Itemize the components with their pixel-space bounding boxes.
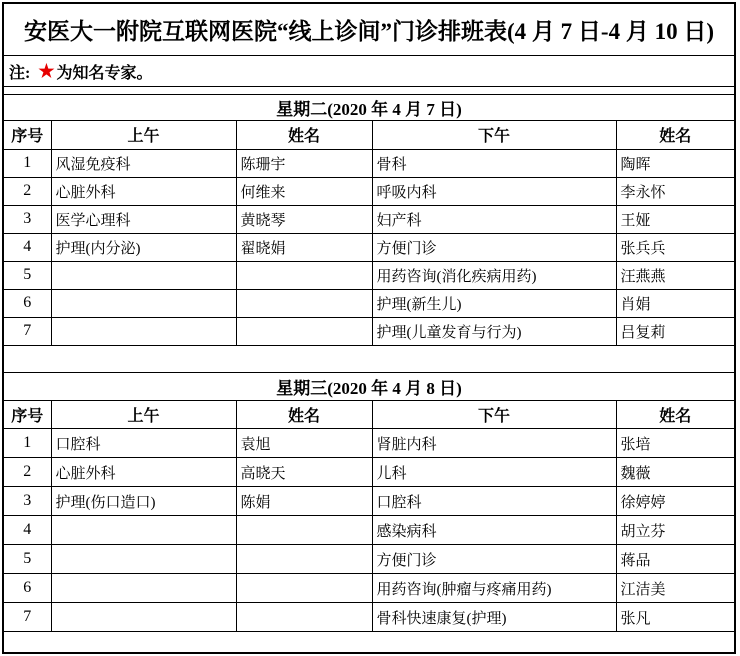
table-row [4, 261, 734, 289]
cell-afternoon-doctor: 张凡 [616, 603, 734, 632]
cell-morning-dept: 护理(伤口造口) [51, 487, 236, 516]
cell-seq: 7 [4, 603, 51, 632]
table-gap-strip [4, 346, 734, 373]
day-title-wednesday: 星期三(2020 年 4 月 8 日) [4, 373, 734, 401]
column-header-morning-doctor: 姓名 [236, 401, 372, 429]
cell-morning-doctor [236, 516, 372, 545]
cell-morning-dept: 口腔科 [51, 429, 236, 458]
table-row [4, 603, 734, 632]
table-row [4, 149, 734, 177]
note-row [4, 56, 734, 87]
cell-morning-dept [51, 289, 236, 317]
cell-morning-dept [51, 516, 236, 545]
table-row [4, 233, 734, 261]
cell-seq: 6 [4, 574, 51, 603]
cell-morning-doctor: 高晓天 [236, 458, 372, 487]
cell-afternoon-doctor: 徐婷婷 [616, 487, 734, 516]
cell-morning-dept: 风湿免疫科 [51, 149, 236, 177]
header-row [4, 401, 734, 429]
cell-afternoon-doctor: 张兵兵 [616, 233, 734, 261]
cell-afternoon-doctor: 王娅 [616, 205, 734, 233]
column-header-morning-dept: 上午 [51, 121, 236, 149]
cell-afternoon-doctor: 吕复莉 [616, 317, 734, 345]
cell-afternoon-doctor: 魏薇 [616, 458, 734, 487]
cell-afternoon-doctor: 张培 [616, 429, 734, 458]
cell-afternoon-dept: 呼吸内科 [372, 177, 616, 205]
cell-seq: 2 [4, 458, 51, 487]
cell-morning-dept [51, 574, 236, 603]
cell-afternoon-doctor: 蒋品 [616, 545, 734, 574]
cell-morning-doctor: 陈娟 [236, 487, 372, 516]
cell-afternoon-doctor: 李永怀 [616, 177, 734, 205]
cell-morning-doctor [236, 603, 372, 632]
cell-morning-dept [51, 603, 236, 632]
cell-morning-doctor: 袁旭 [236, 429, 372, 458]
spacer-strip [4, 87, 734, 95]
cell-morning-doctor [236, 317, 372, 345]
cell-morning-doctor [236, 574, 372, 603]
cell-afternoon-dept: 护理(新生儿) [372, 289, 616, 317]
column-header-morning-doctor: 姓名 [236, 121, 372, 149]
cell-seq: 5 [4, 261, 51, 289]
cell-afternoon-dept: 妇产科 [372, 205, 616, 233]
table-row [4, 458, 734, 487]
table-row [4, 516, 734, 545]
column-header-afternoon-doctor: 姓名 [616, 401, 734, 429]
star-icon: ★ [38, 60, 55, 81]
header-row [4, 121, 734, 149]
cell-afternoon-dept: 肾脏内科 [372, 429, 616, 458]
cell-morning-dept: 心脏外科 [51, 177, 236, 205]
cell-morning-doctor [236, 261, 372, 289]
bottom-strip [4, 632, 734, 651]
cell-afternoon-doctor: 肖娟 [616, 289, 734, 317]
cell-morning-doctor [236, 545, 372, 574]
cell-morning-dept [51, 261, 236, 289]
column-header-seq: 序号 [4, 401, 51, 429]
column-header-afternoon-dept: 下午 [372, 401, 616, 429]
cell-afternoon-doctor: 胡立芬 [616, 516, 734, 545]
cell-afternoon-dept: 感染病科 [372, 516, 616, 545]
note-text: 为知名专家。 [56, 64, 153, 82]
cell-morning-doctor: 翟晓娟 [236, 233, 372, 261]
cell-morning-dept [51, 545, 236, 574]
table-row [4, 574, 734, 603]
cell-seq: 5 [4, 545, 51, 574]
cell-morning-dept [51, 317, 236, 345]
table-row [4, 545, 734, 574]
cell-seq: 4 [4, 233, 51, 261]
cell-afternoon-dept: 儿科 [372, 458, 616, 487]
table-row [4, 487, 734, 516]
cell-seq: 7 [4, 317, 51, 345]
page-title: 安医大一附院互联网医院“线上诊间”门诊排班表(4 月 7 日-4 月 10 日) [4, 4, 734, 56]
table-row [4, 317, 734, 345]
cell-afternoon-dept: 骨科快速康复(护理) [372, 603, 616, 632]
cell-seq: 4 [4, 516, 51, 545]
cell-afternoon-dept: 骨科 [372, 149, 616, 177]
cell-afternoon-dept: 方便门诊 [372, 233, 616, 261]
cell-seq: 3 [4, 487, 51, 516]
cell-afternoon-doctor: 汪燕燕 [616, 261, 734, 289]
cell-morning-dept: 医学心理科 [51, 205, 236, 233]
cell-afternoon-dept: 用药咨询(消化疾病用药) [372, 261, 616, 289]
day-title-tuesday: 星期二(2020 年 4 月 7 日) [4, 95, 734, 121]
cell-afternoon-dept: 方便门诊 [372, 545, 616, 574]
table-row [4, 205, 734, 233]
column-header-seq: 序号 [4, 121, 51, 149]
cell-seq: 1 [4, 429, 51, 458]
cell-afternoon-dept: 护理(儿童发育与行为) [372, 317, 616, 345]
column-header-afternoon-dept: 下午 [372, 121, 616, 149]
table-row [4, 177, 734, 205]
schedule-sheet [2, 2, 736, 654]
table-row [4, 429, 734, 458]
table-row [4, 289, 734, 317]
cell-morning-doctor: 黄晓琴 [236, 205, 372, 233]
cell-morning-dept: 护理(内分泌) [51, 233, 236, 261]
cell-seq: 3 [4, 205, 51, 233]
cell-afternoon-doctor: 陶晖 [616, 149, 734, 177]
column-header-morning-dept: 上午 [51, 401, 236, 429]
cell-afternoon-doctor: 江洁美 [616, 574, 734, 603]
cell-morning-doctor: 陈珊宇 [236, 149, 372, 177]
cell-seq: 1 [4, 149, 51, 177]
cell-seq: 6 [4, 289, 51, 317]
cell-morning-dept: 心脏外科 [51, 458, 236, 487]
schedule-table-tuesday [4, 121, 734, 346]
schedule-table-wednesday [4, 401, 734, 633]
cell-afternoon-dept: 用药咨询(肿瘤与疼痛用药) [372, 574, 616, 603]
column-header-afternoon-doctor: 姓名 [616, 121, 734, 149]
note-prefix: 注: [9, 64, 31, 82]
cell-morning-doctor [236, 289, 372, 317]
cell-morning-doctor: 何维来 [236, 177, 372, 205]
cell-seq: 2 [4, 177, 51, 205]
cell-afternoon-dept: 口腔科 [372, 487, 616, 516]
